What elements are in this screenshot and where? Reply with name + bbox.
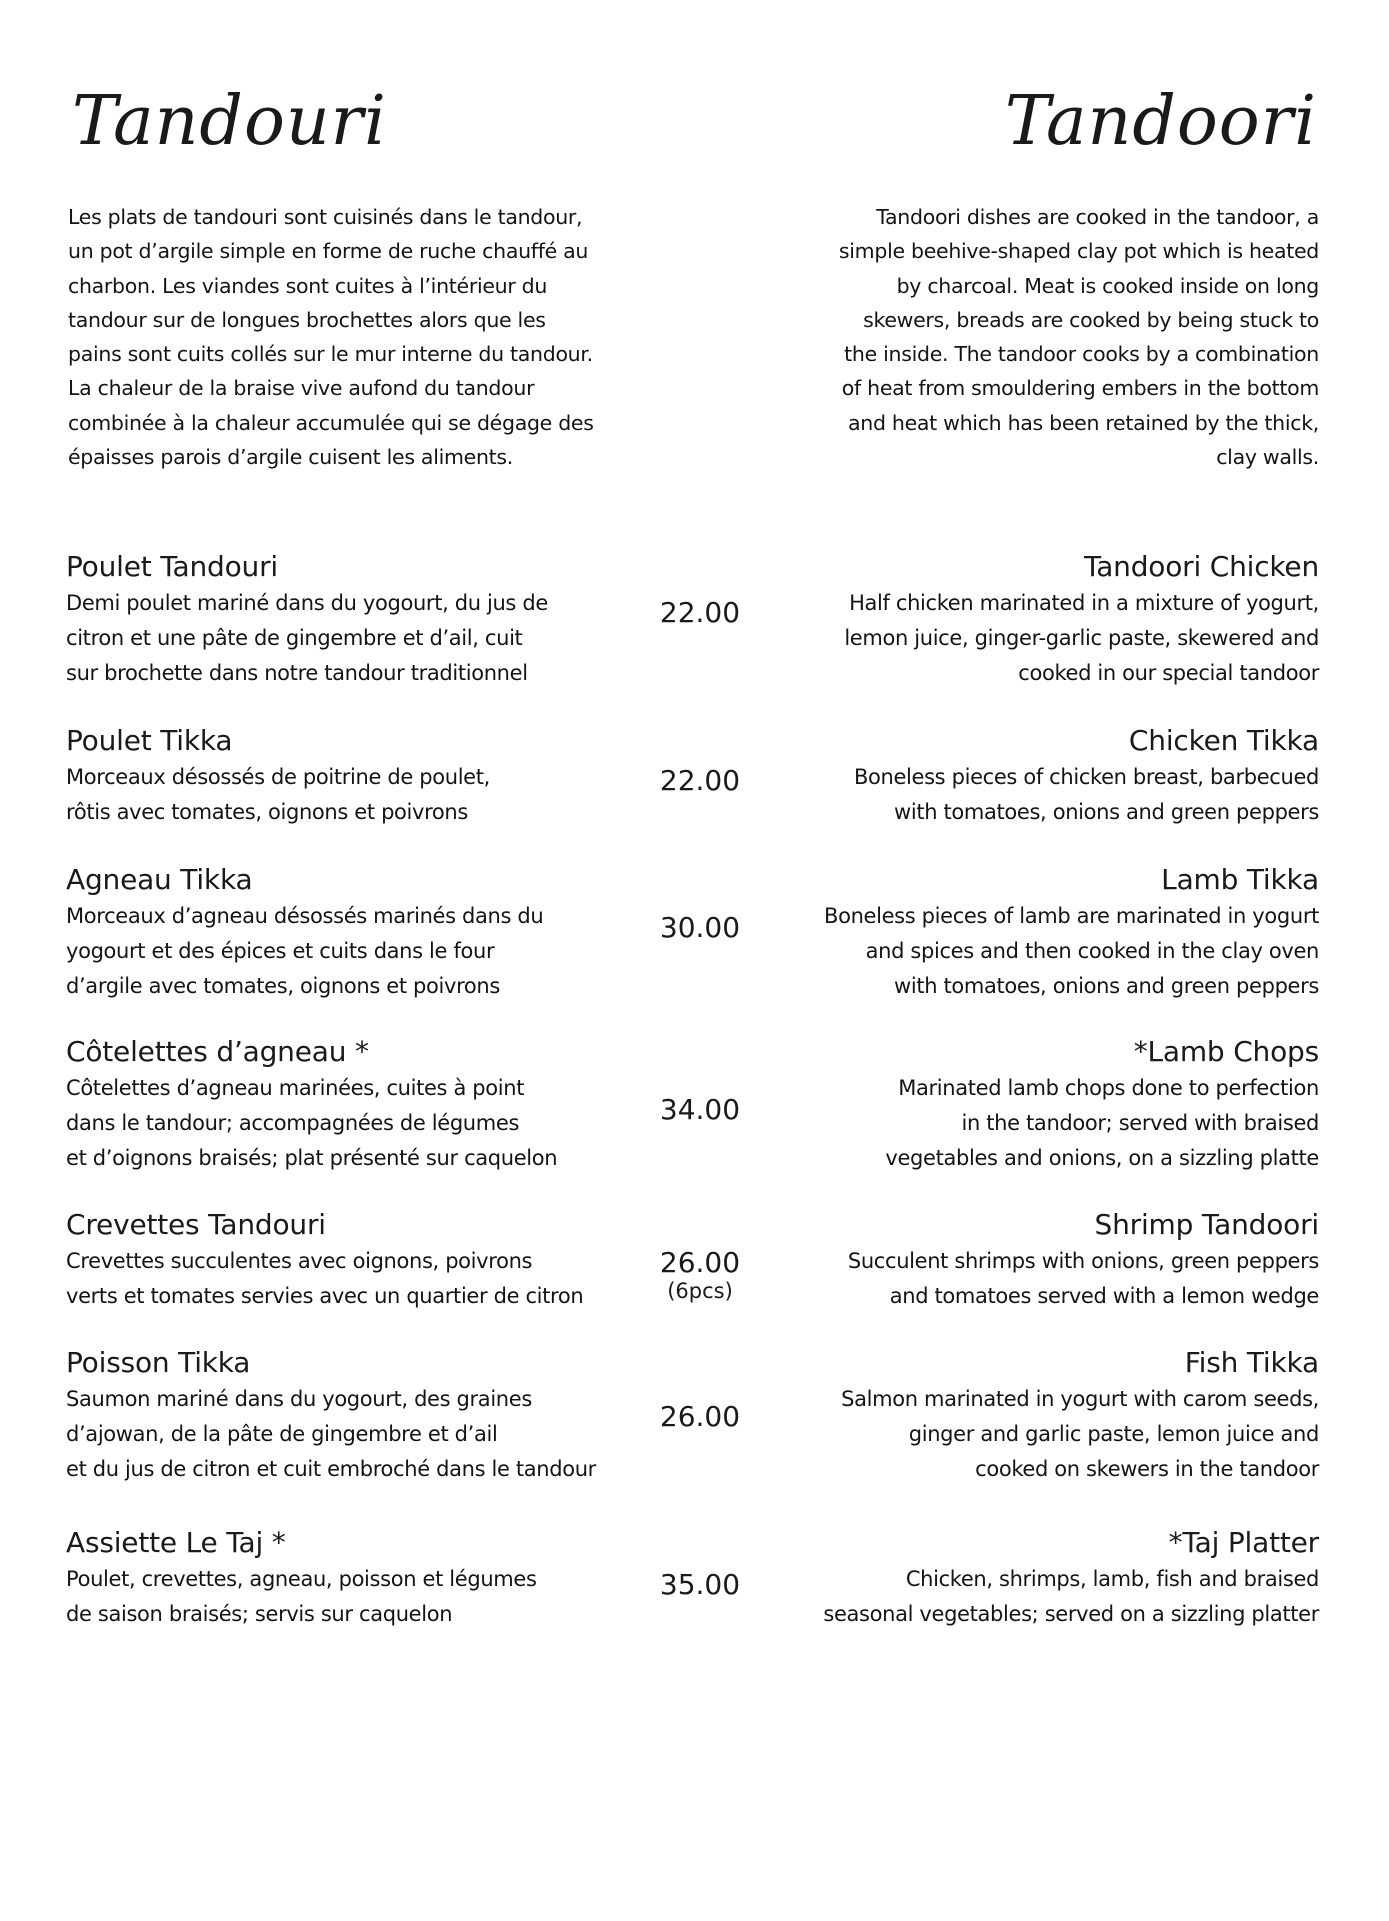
description-line: et d’oignons braisés; plat présenté sur caquelon: [66, 1146, 558, 1170]
description-line: d’ajowan, de la pâte de gingembre et d’ail: [66, 1422, 498, 1446]
french-item: [66, 1033, 666, 1176]
french-intro-line: combinée à la chaleur accumulée qui se dégage des: [68, 410, 594, 435]
english-item-description: [759, 586, 1319, 691]
french-item: [66, 722, 666, 830]
description-line: Poulet, crevettes, agneau, poisson et légumes: [66, 1567, 537, 1591]
french-item-name: Côtelettes d’agneau *: [66, 1035, 369, 1068]
english-intro: [774, 200, 1319, 474]
english-item-description: [759, 1244, 1319, 1314]
french-item-description: [66, 1244, 666, 1314]
english-intro-line: simple beehive-shaped clay pot which is heated: [838, 239, 1319, 264]
description-line: verts et tomates servies avec un quartier de citron: [66, 1284, 584, 1308]
french-item: [66, 548, 666, 691]
english-item-name: Chicken Tikka: [1128, 724, 1319, 757]
english-item: [759, 1344, 1319, 1487]
description-line: with tomatoes, onions and green peppers: [894, 800, 1319, 824]
description-line: cooked in our special tandoor: [1018, 661, 1319, 685]
french-item-description: [66, 1562, 666, 1632]
description-line: Saumon mariné dans du yogourt, des graines: [66, 1387, 532, 1411]
english-intro-line: of heat from smouldering embers in the bottom: [841, 376, 1319, 401]
french-item-description: [66, 760, 666, 830]
french-intro-line: pains sont cuits collés sur le mur interne du tandour.: [68, 342, 593, 367]
price-value: 26.00: [659, 1246, 741, 1279]
english-item-name: Lamb Tikka: [1161, 863, 1319, 896]
english-item: [759, 722, 1319, 830]
french-item: [66, 1206, 666, 1314]
french-item: [66, 861, 666, 1004]
english-item-name: Shrimp Tandoori: [1094, 1208, 1319, 1241]
english-item: [759, 861, 1319, 1004]
french-item-name: Poulet Tandouri: [66, 550, 278, 583]
french-intro-line: un pot d’argile simple en forme de ruche chauffé au: [68, 239, 589, 264]
description-line: cooked on skewers in the tandoor: [975, 1457, 1319, 1481]
french-heading: Tandouri: [72, 82, 387, 161]
item-price: [645, 911, 755, 945]
description-line: with tomatoes, onions and green peppers: [894, 974, 1319, 998]
english-item-description: [759, 899, 1319, 1004]
english-item-description: [759, 1382, 1319, 1487]
french-intro-line: tandour sur de longues brochettes alors que les: [68, 307, 546, 332]
english-intro-line: by charcoal. Meat is cooked inside on long: [896, 273, 1319, 298]
price-value: 22.00: [659, 596, 741, 629]
french-intro-line: Les plats de tandouri sont cuisinés dans le tandour,: [68, 205, 583, 229]
description-line: Half chicken marinated in a mixture of yogurt,: [849, 591, 1319, 615]
description-line: Chicken, shrimps, lamb, fish and braised: [905, 1567, 1319, 1591]
price-value: 26.00: [659, 1400, 741, 1433]
description-line: Salmon marinated in yogurt with carom seeds,: [841, 1387, 1319, 1411]
description-line: de saison braisés; servis sur caquelon: [66, 1602, 453, 1626]
french-item-name: Agneau Tikka: [66, 863, 253, 896]
description-line: and spices and then cooked in the clay oven: [865, 939, 1319, 963]
french-item-name: Poisson Tikka: [66, 1346, 251, 1379]
english-intro-line: and heat which has been retained by the thick,: [848, 410, 1319, 435]
english-item-description: [759, 1071, 1319, 1176]
english-item-description: [759, 1562, 1319, 1632]
item-price: [645, 1400, 755, 1434]
english-intro-line: clay walls.: [1216, 445, 1319, 470]
description-line: Boneless pieces of lamb are marinated in yogurt: [824, 904, 1319, 928]
price-value: 34.00: [659, 1093, 741, 1126]
french-intro-line: épaisses parois d’argile cuisent les aliments.: [68, 445, 513, 470]
item-price: [645, 1568, 755, 1602]
item-price: [645, 764, 755, 798]
description-line: et du jus de citron et cuit embroché dans le tandour: [66, 1457, 596, 1481]
english-item: [759, 1206, 1319, 1314]
french-item: [66, 1524, 666, 1632]
description-line: sur brochette dans notre tandour traditionnel: [66, 661, 528, 685]
french-intro-line: charbon. Les viandes sont cuites à l’intérieur du: [68, 273, 548, 298]
description-line: dans le tandour; accompagnées de légumes: [66, 1111, 520, 1135]
english-item: [759, 548, 1319, 691]
french-intro: [68, 200, 613, 474]
english-item-name: Fish Tikka: [1184, 1346, 1319, 1379]
english-item-name: *Lamb Chops: [1133, 1035, 1319, 1068]
french-item: [66, 1344, 666, 1487]
description-line: Marinated lamb chops done to perfection: [898, 1076, 1319, 1100]
price-value: 35.00: [659, 1568, 741, 1601]
description-line: Côtelettes d’agneau marinées, cuites à point: [66, 1076, 525, 1100]
item-price: [645, 1246, 755, 1302]
french-item-description: [66, 1382, 666, 1487]
french-item-description: [66, 899, 666, 1004]
description-line: yogourt et des épices et cuits dans le four: [66, 939, 495, 963]
description-line: Crevettes succulentes avec oignons, poivrons: [66, 1249, 533, 1273]
english-item-description: [759, 760, 1319, 830]
description-line: vegetables and onions, on a sizzling platte: [885, 1146, 1319, 1170]
description-line: and tomatoes served with a lemon wedge: [889, 1284, 1319, 1308]
french-item-description: [66, 1071, 666, 1176]
english-item-name: Tandoori Chicken: [1083, 550, 1319, 583]
description-line: seasonal vegetables; served on a sizzling platter: [823, 1602, 1319, 1626]
description-line: ginger and garlic paste, lemon juice and: [908, 1422, 1319, 1446]
english-intro-line: skewers, breads are cooked by being stuck to: [863, 307, 1319, 332]
item-price: [645, 1093, 755, 1127]
english-heading: Tandoori: [1004, 82, 1317, 161]
description-line: in the tandoor; served with braised: [961, 1111, 1319, 1135]
description-line: Boneless pieces of chicken breast, barbecued: [853, 765, 1319, 789]
item-price: [645, 596, 755, 630]
description-line: citron et une pâte de gingembre et d’ail, cuit: [66, 626, 523, 650]
description-line: d’argile avec tomates, oignons et poivrons: [66, 974, 500, 998]
price-note: (6pcs): [667, 1279, 733, 1303]
english-item-name: *Taj Platter: [1168, 1526, 1319, 1559]
description-line: Morceaux d’agneau désossés marinés dans du: [66, 904, 544, 928]
description-line: Succulent shrimps with onions, green peppers: [847, 1249, 1319, 1273]
french-intro-line: La chaleur de la braise vive aufond du tandour: [68, 376, 535, 401]
description-line: lemon juice, ginger-garlic paste, skewered and: [844, 626, 1319, 650]
price-value: 30.00: [659, 911, 741, 944]
description-line: Morceaux désossés de poitrine de poulet,: [66, 765, 490, 789]
french-item-name: Assiette Le Taj *: [66, 1526, 286, 1559]
english-intro-line: the inside. The tandoor cooks by a combination: [844, 342, 1319, 367]
price-value: 22.00: [659, 764, 741, 797]
english-item: [759, 1033, 1319, 1176]
english-item: [759, 1524, 1319, 1632]
description-line: rôtis avec tomates, oignons et poivrons: [66, 800, 468, 824]
french-item-name: Poulet Tikka: [66, 724, 233, 757]
english-intro-line: Tandoori dishes are cooked in the tandoor, a: [876, 205, 1319, 229]
description-line: Demi poulet mariné dans du yogourt, du jus de: [66, 591, 548, 615]
french-item-name: Crevettes Tandouri: [66, 1208, 326, 1241]
french-item-description: [66, 586, 666, 691]
